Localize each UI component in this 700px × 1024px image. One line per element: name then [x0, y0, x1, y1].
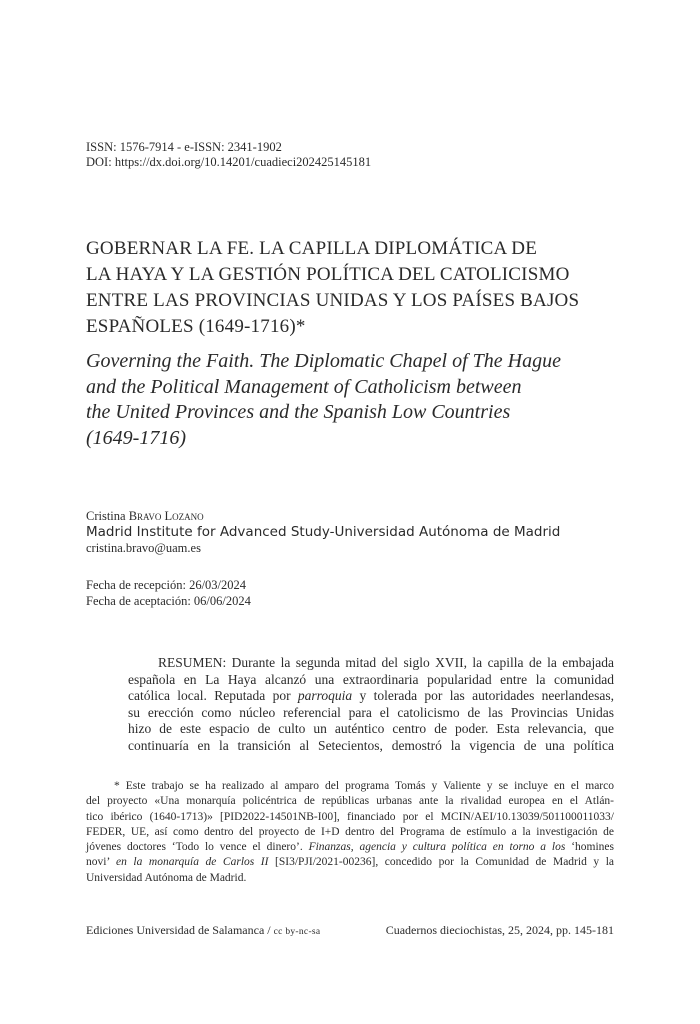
- footnote-text: novi’: [86, 856, 116, 869]
- spanish-title-line: ENTRE LAS PROVINCIAS UNIDAS Y LOS PAÍSES BAJOS: [86, 290, 580, 311]
- english-title-line: the United Provinces and the Spanish Low Countries: [86, 401, 511, 423]
- footnote-italic-text: en la monarquía de Carlos II: [115, 856, 269, 869]
- author-name: [86, 509, 560, 524]
- footnote-text: jóvenes doctores ‘Todo lo vence el dinero’.: [86, 841, 309, 854]
- issn-doi-block: [86, 140, 371, 170]
- english-title-line: and the Political Management of Catholicism between: [86, 375, 522, 398]
- abstract-line: su erección como núcleo referencial para el catolicismo de las Provincias Unidas: [128, 704, 614, 720]
- author-given-name: Cristina: [86, 509, 126, 523]
- spanish-title-line: ESPAÑOLES (1649-1716)*: [86, 316, 306, 337]
- spanish-title-line: LA HAYA Y LA GESTIÓN POLÍTICA DEL CATOLICISMO: [86, 264, 570, 285]
- license-label: cc by-nc-sa: [273, 927, 321, 937]
- doi-line: DOI: https://dx.doi.org/10.14201/cuadieci202425145181: [86, 155, 372, 169]
- spanish-title-line: GOBERNAR LA FE. LA CAPILLA DIPLOMÁTICA DE: [86, 238, 538, 259]
- footnote-line: tico ibérico (1640-1713)» [PID2022-14501NB-I00], financiado por el MCIN/AEI/10.13039/501100011033/: [86, 810, 614, 823]
- footnote-line: Universidad Autónoma de Madrid.: [86, 871, 247, 884]
- abstract-line: hizo de este espacio de culto un auténtico centro de poder. Esta relevancia, que: [128, 721, 614, 737]
- footnote-line: [86, 855, 614, 870]
- footnote-text: ‘homines: [565, 841, 615, 854]
- spanish-title: [86, 236, 579, 340]
- author-surname: Bravo Lozano: [128, 509, 204, 523]
- acceptance-date: Fecha de aceptación: 06/06/2024: [86, 593, 251, 608]
- issn-line: ISSN: 1576-7914 - e-ISSN: 2341-1902: [86, 140, 282, 154]
- abstract-italic-term: parroquia: [297, 688, 353, 704]
- author-email[interactable]: cristina.bravo@uam.es: [86, 541, 201, 555]
- footnote: [86, 779, 614, 886]
- footnote-italic-text: Finanzas, agencia y cultura política en torno a los: [308, 841, 566, 854]
- reception-date: Fecha de recepción: 26/03/2024: [86, 578, 247, 592]
- author-affiliation: Madrid Institute for Advanced Study-Universidad Autónoma de Madrid: [86, 524, 561, 540]
- footnote-line: FEDER, UE, así como dentro del proyecto de I+D dentro del Programa de estímulo a la investigación de: [86, 825, 614, 838]
- footnote-line: * Este trabajo se ha realizado al amparo del programa Tomás y Valiente y se incluye en el marco: [114, 780, 614, 792]
- abstract-text: católica local. Reputada por: [128, 688, 298, 704]
- footer-journal: Cuadernos dieciochistas, 25, 2024, pp. 145-181: [385, 923, 614, 937]
- footer-publisher: [86, 923, 320, 940]
- author-block: [86, 509, 560, 556]
- abstract-line: RESUMEN: Durante la segunda mitad del siglo XVII, la capilla de la embajada: [158, 655, 614, 670]
- abstract: [128, 655, 614, 755]
- abstract-line: continuaría en la transición al Setecientos, demostró la vigencia de una política: [128, 737, 614, 753]
- abstract-text: y tolerada por las autoridades neerlandesas,: [352, 688, 615, 704]
- footnote-line: [86, 840, 614, 855]
- english-title: [86, 349, 561, 451]
- footnote-line: del proyecto «Una monarquía policéntrica de repúblicas urbanas ante la rivalidad europea en el Atlán-: [86, 795, 614, 808]
- publisher-name: Ediciones Universidad de Salamanca /: [86, 923, 274, 937]
- english-title-line: (1649-1716): [86, 426, 186, 449]
- abstract-line: [128, 688, 614, 705]
- footnote-text: [SI3/PJI/2021-00236], concedido por la Comunidad de Madrid y la: [268, 856, 614, 869]
- english-title-line: Governing the Faith. The Diplomatic Chapel of The Hague: [86, 350, 561, 372]
- abstract-line: española en La Haya alcanzó una extraordinaria popularidad entre la comunidad: [128, 671, 614, 687]
- dates-block: [86, 578, 251, 609]
